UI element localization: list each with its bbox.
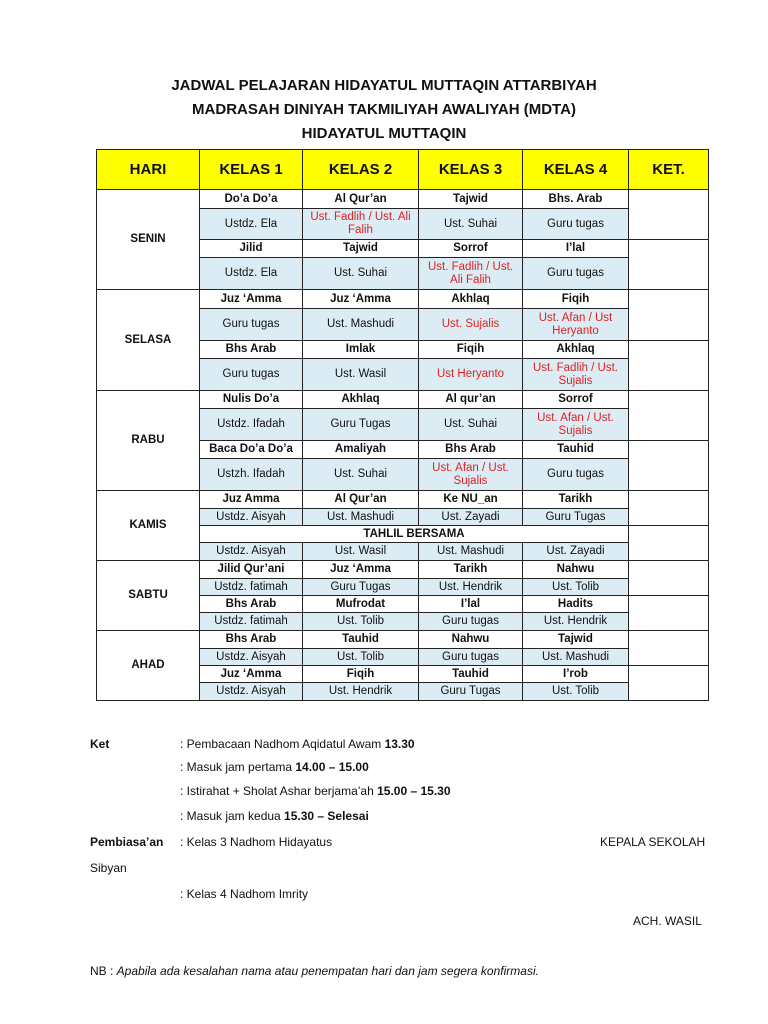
- pembiasaan-line-1: : Kelas 3 Nadhom Hidayatus: [180, 835, 333, 849]
- cell: Ust. Suhai: [419, 209, 523, 240]
- cell: Ustdz. Aisyah: [200, 683, 303, 701]
- cell: Ustdz. Ela: [200, 209, 303, 240]
- cell: Do’a Do’a: [200, 190, 303, 209]
- cell: Juz ‘Amma: [200, 666, 303, 683]
- cell: Ke NU_an: [419, 491, 523, 509]
- cell: Ust. Suhai: [303, 258, 419, 290]
- note-time: 14.00 – 15.00: [295, 760, 369, 774]
- kepala-sekolah-name: ACH. WASIL: [633, 914, 702, 928]
- cell: Guru Tugas: [419, 683, 523, 701]
- cell: Tauhid: [523, 441, 629, 459]
- cell: Ustdz. fatimah: [200, 613, 303, 631]
- ket-cell: [629, 190, 709, 240]
- ket-label: Ket: [90, 737, 110, 751]
- header-hari: HARI: [97, 150, 200, 190]
- cell: Ust. Mashudi: [523, 649, 629, 666]
- note-text: : Masuk jam kedua: [180, 809, 285, 823]
- cell: Tajwid: [303, 240, 419, 258]
- cell: Ust. Wasil: [303, 543, 419, 561]
- note-line-4: [180, 809, 369, 823]
- header-kelas-3: KELAS 3: [419, 150, 523, 190]
- cell: Guru tugas: [523, 209, 629, 240]
- cell: Tajwid: [523, 631, 629, 649]
- cell: Guru tugas: [200, 309, 303, 341]
- cell: Ust. Suhai: [419, 409, 523, 441]
- cell: Imlak: [303, 341, 419, 359]
- title-line-1: JADWAL PELAJARAN HIDAYATUL MUTTAQIN ATTARBIYAH: [171, 77, 597, 94]
- cell: Ust. Tolib: [523, 683, 629, 701]
- cell: Ust. Suhai: [303, 459, 419, 491]
- note-line-3: [180, 784, 451, 798]
- cell: Ust. Hendrik: [419, 579, 523, 596]
- cell: Akhlaq: [303, 391, 419, 409]
- cell: Jilid Qur’ani: [200, 561, 303, 579]
- cell: Ust. Fadlih / Ust. Sujalis: [523, 359, 629, 391]
- cell: Sorrof: [523, 391, 629, 409]
- cell: I’lal: [419, 596, 523, 613]
- sibyan-text: Sibyan: [90, 861, 127, 875]
- kepala-sekolah-label: KEPALA SEKOLAH: [600, 835, 706, 849]
- pembiasaan-label: Pembiasa’an: [90, 835, 164, 849]
- cell: Al qur’an: [419, 391, 523, 409]
- ket-cell: [629, 491, 709, 526]
- cell: Ustdz. Aisyah: [200, 543, 303, 561]
- cell: Guru tugas: [523, 459, 629, 491]
- cell: Ust. Mashudi: [419, 543, 523, 561]
- cell: Ust. Zayadi: [419, 509, 523, 526]
- tahlil-bersama: TAHLIL BERSAMA: [200, 526, 629, 543]
- cell: Ust. Mashudi: [303, 309, 419, 341]
- day-selasa: SELASA: [97, 290, 200, 391]
- cell: Juz ‘Amma: [303, 561, 419, 579]
- cell: Nahwu: [523, 561, 629, 579]
- cell: Bhs Arab: [419, 441, 523, 459]
- day-kamis: KAMIS: [97, 491, 200, 561]
- cell: Guru Tugas: [303, 409, 419, 441]
- cell: Fiqih: [419, 341, 523, 359]
- nb-text: Apabila ada kesalahan nama atau penempatan hari dan jam segera konfirmasi.: [116, 964, 539, 978]
- cell: Guru Tugas: [303, 579, 419, 596]
- cell: Al Qur’an: [303, 491, 419, 509]
- cell: Ust. Afan / Ust. Sujalis: [419, 459, 523, 491]
- schedule-table: [96, 149, 709, 701]
- ket-cell: [629, 290, 709, 341]
- cell: Ust. Zayadi: [523, 543, 629, 561]
- header-kelas-2: KELAS 2: [303, 150, 419, 190]
- ket-cell: [629, 341, 709, 391]
- day-rabu: RABU: [97, 391, 200, 491]
- cell: Al Qur’an: [303, 190, 419, 209]
- ket-cell: [629, 666, 709, 701]
- cell: Fiqih: [523, 290, 629, 309]
- table-row: [97, 631, 709, 649]
- cell: Ust. Fadlih / Ust. Ali Falih: [419, 258, 523, 290]
- header-kelas-1: KELAS 1: [200, 150, 303, 190]
- cell: Baca Do’a Do’a: [200, 441, 303, 459]
- ket-cell: [629, 391, 709, 441]
- cell: Ustdz. Aisyah: [200, 649, 303, 666]
- day-sabtu: SABTU: [97, 561, 200, 631]
- cell: Fiqih: [303, 666, 419, 683]
- cell: Bhs Arab: [200, 631, 303, 649]
- cell: Tajwid: [419, 190, 523, 209]
- note-line-1: [180, 737, 415, 751]
- title-line-3: HIDAYATUL MUTTAQIN: [301, 125, 467, 142]
- cell: Guru tugas: [419, 649, 523, 666]
- ket-cell: [629, 596, 709, 631]
- cell: Bhs. Arab: [523, 190, 629, 209]
- cell: Ustdz. fatimah: [200, 579, 303, 596]
- nb-label: NB :: [90, 964, 117, 978]
- cell: Juz ‘Amma: [200, 290, 303, 309]
- table-row: [97, 190, 709, 209]
- header-ket: KET.: [629, 150, 709, 190]
- cell: Ust. Hendrik: [523, 613, 629, 631]
- document-title: [0, 74, 768, 146]
- cell: Ust. Afan / Ust Heryanto: [523, 309, 629, 341]
- cell: Nulis Do’a: [200, 391, 303, 409]
- ket-cell: [629, 631, 709, 666]
- note-time: 15.00 – 15.30: [377, 784, 451, 798]
- cell: Ust. Tolib: [303, 613, 419, 631]
- note-text: : Masuk jam pertama: [180, 760, 296, 774]
- table-row: [97, 391, 709, 409]
- cell: Ust. Tolib: [303, 649, 419, 666]
- cell: Ustdz. Ifadah: [200, 409, 303, 441]
- cell: Tarikh: [523, 491, 629, 509]
- table-row: [97, 290, 709, 309]
- cell: I’rob: [523, 666, 629, 683]
- cell: Ustdz. Ela: [200, 258, 303, 290]
- cell: Guru tugas: [523, 258, 629, 290]
- ket-cell: [629, 526, 709, 561]
- ket-cell: [629, 441, 709, 491]
- cell: Ust. Tolib: [523, 579, 629, 596]
- cell: Sorrof: [419, 240, 523, 258]
- cell: Akhlaq: [523, 341, 629, 359]
- cell: Ust Heryanto: [419, 359, 523, 391]
- note-time: 13.30: [384, 737, 415, 751]
- day-ahad: AHAD: [97, 631, 200, 701]
- cell: Nahwu: [419, 631, 523, 649]
- cell: Ust. Sujalis: [419, 309, 523, 341]
- cell: I’lal: [523, 240, 629, 258]
- cell: Guru tugas: [200, 359, 303, 391]
- nb-note: [90, 964, 539, 978]
- header-row: [97, 150, 709, 190]
- note-time: 15.30 – Selesai: [284, 809, 369, 823]
- cell: Guru Tugas: [523, 509, 629, 526]
- cell: Ust. Wasil: [303, 359, 419, 391]
- note-text: : Pembacaan Nadhom Aqidatul Awam: [180, 737, 385, 751]
- cell: Ust. Hendrik: [303, 683, 419, 701]
- cell: Ust. Fadlih / Ust. Ali Falih: [303, 209, 419, 240]
- title-line-2: MADRASAH DINIYAH TAKMILIYAH AWALIYAH (MDTA): [192, 101, 576, 118]
- cell: Ustzh. Ifadah: [200, 459, 303, 491]
- cell: Bhs Arab: [200, 596, 303, 613]
- note-line-2: [180, 760, 369, 774]
- cell: Amaliyah: [303, 441, 419, 459]
- cell: Hadits: [523, 596, 629, 613]
- pembiasaan-line-2: : Kelas 4 Nadhom Imrity: [180, 887, 309, 901]
- cell: Mufrodat: [303, 596, 419, 613]
- cell: Jilid: [200, 240, 303, 258]
- cell: Bhs Arab: [200, 341, 303, 359]
- cell: Tauhid: [419, 666, 523, 683]
- cell: Ust. Afan / Ust. Sujalis: [523, 409, 629, 441]
- day-senin: SENIN: [97, 190, 200, 290]
- cell: Akhlaq: [419, 290, 523, 309]
- ket-cell: [629, 240, 709, 290]
- table-row: [97, 561, 709, 579]
- cell: Juz ‘Amma: [303, 290, 419, 309]
- cell: Juz Amma: [200, 491, 303, 509]
- note-text: : Istirahat + Sholat Ashar berjama’ah: [180, 784, 378, 798]
- cell: Guru tugas: [419, 613, 523, 631]
- cell: Tarikh: [419, 561, 523, 579]
- cell: Ust. Mashudi: [303, 509, 419, 526]
- cell: Tauhid: [303, 631, 419, 649]
- ket-cell: [629, 561, 709, 596]
- cell: Ustdz. Aisyah: [200, 509, 303, 526]
- header-kelas-4: KELAS 4: [523, 150, 629, 190]
- table-row: [97, 491, 709, 509]
